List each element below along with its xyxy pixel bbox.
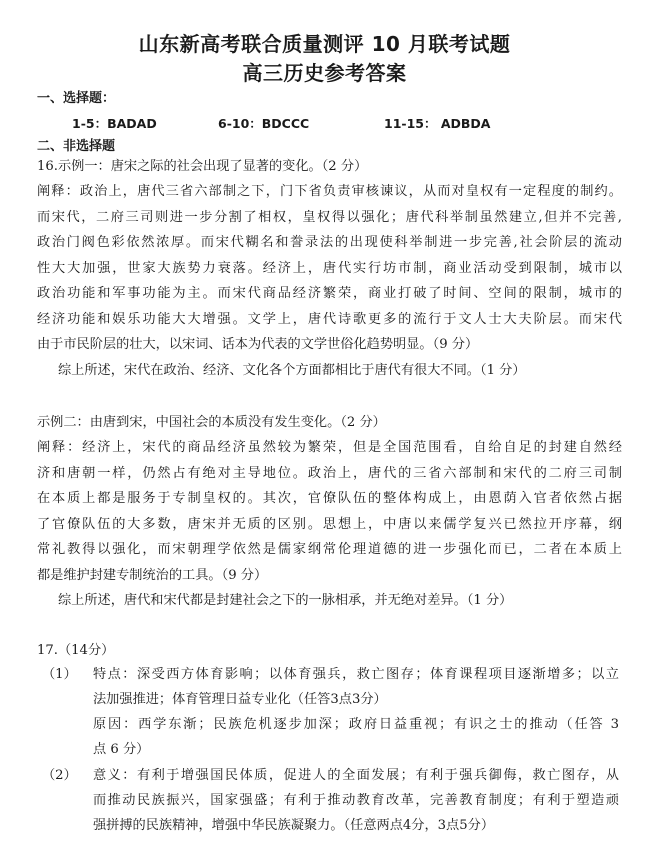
q16-example1-line: 由于市民阶层的壮大，以宋词、话本为代表的文学世俗化趋势明显。（9 分） [37,337,479,352]
q17-part1-number: （1） [42,667,77,682]
q17-part1-line: 特点：深受西方体育影响；以体育强兵，救亡图存；体育课程项目逐渐增多；以立 [93,667,619,682]
answers-11-15: 11-15： ADBDA [384,116,491,131]
answers-1-5: 1-5：BADAD [72,116,157,131]
q16-example1-claim: 16.示例一：唐宋之际的社会出现了显著的变化。（2 分） [37,159,368,174]
q16-example1-summary: 综上所述，宋代在政治、经济、文化各个方面都相比于唐代有很大不同。（1 分） [58,363,526,378]
section-nonchoice-heading: 二、非选择题 [37,139,116,154]
q17-part2-number: （2） [42,768,77,783]
q16-example1-line: 政治功能和军事功能为主。而宋代商品经济繁荣，商业打破了时间、空间的限制，城市的 [37,286,622,301]
q16-example1-line: 阐释：政治上，唐代三省六部制之下，门下省负责审核谏议，从而对皇权有一定程度的制约。 [37,184,622,199]
q16-example2-summary: 综上所述，唐代和宋代都是封建社会之下的一脉相承，并无绝对差异。（1 分） [58,593,513,608]
q17-part1-line: 原因：西学东渐；民族危机逐步加深；政府日益重视；有识之士的推动（任答 3 [93,717,619,732]
q16-example2-line: 阐释：经济上，宋代的商品经济虽然较为繁荣，但是全国范围看，自给自足的封建自然经 [37,440,622,455]
q16-example1-line: 政治门阀色彩依然浓厚。而宋代糊名和誊录法的出现使科举制进一步完善,社会阶层的流动 [37,235,622,250]
q17-part1-line: 法加强推进；体育管理日益专业化（任答3点3分） [93,692,387,707]
q16-example1-line: 经济功能和娱乐功能大大增强。文学上，唐代诗歌更多的流行于文人士大夫阶层。而宋代 [37,312,622,327]
q17-part2-line: 而推动民族振兴，国家强盛；有利于推动教育改革，完善教育制度；有利于塑造顽 [93,793,619,808]
q16-example2-line: 在本质上都是服务于专制皇权的。其次，官僚队伍的整体构成上，由恩荫入官者依然占据 [37,491,622,506]
section-choice-heading: 一、选择题： [37,91,116,106]
q16-example1-line: 而宋代，二府三司则进一步分割了相权，皇权得以强化；唐代科举制虽然建立,但并不完善, [37,210,622,225]
q16-example2-line: 常礼教得以强化，而宋朝理学依然是儒家纲常伦理道德的进一步强化而已，二者在本质上 [37,542,622,557]
q16-example1-line: 性大大加强，世家大族势力衰落。经济上，唐代实行坊市制，商业活动受到限制，城市以 [37,261,622,276]
q16-example2-line: 都是维护封建专制统治的工具。（9 分） [37,568,268,583]
q17-heading: 17.（14分） [37,643,115,658]
page-title: 山东新高考联合质量测评 10 月联考试题 [138,32,511,56]
page-subtitle: 高三历史参考答案 [242,61,407,85]
q17-part2-line: 意义：有利于增强国民体质，促进人的全面发展；有利于强兵御侮，救亡图存，从 [93,768,619,783]
q16-example2-line: 济和唐朝一样，仍然占有绝对主导地位。政治上，唐代的三省六部制和宋代的二府三司制 [37,466,622,481]
q17-part1-line: 点 6 分） [93,742,150,757]
q16-example2-line: 了官僚队伍的大多数，唐宋并无质的区别。思想上，中唐以来儒学复兴已然拉开序幕，纲 [37,517,622,532]
q17-part2-line: 强拼搏的民族精神，增强中华民族凝聚力。（任意两点4分，3点5分） [93,818,495,833]
answers-6-10: 6-10：BDCCC [218,116,310,131]
q16-example2-claim: 示例二：由唐到宋，中国社会的本质没有发生变化。（2 分） [37,415,386,430]
